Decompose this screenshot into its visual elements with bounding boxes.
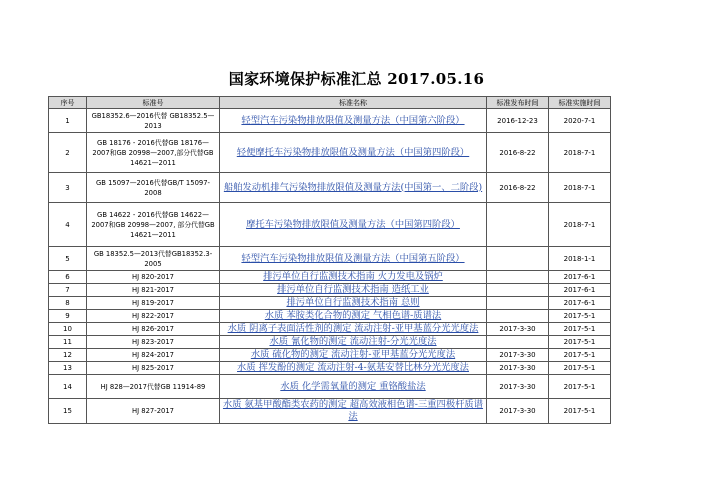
cell-code: GB 15097—2016代替GB/T 15097-2008 bbox=[87, 173, 220, 203]
cell-published bbox=[487, 336, 549, 349]
cell-code: GB 14622 - 2016代替GB 14622—2007和GB 20998—2007, 部分代替GB 14621—2011 bbox=[87, 203, 220, 247]
cell-name bbox=[220, 133, 487, 173]
cell-published: 2017-3-30 bbox=[487, 399, 549, 424]
table-row bbox=[49, 375, 611, 399]
cell-published: 2016-12-23 bbox=[487, 109, 549, 133]
cell-name bbox=[220, 271, 487, 284]
cell-effective: 2018-7-1 bbox=[549, 133, 611, 173]
standard-name-link[interactable]: 水质 阴离子表面活性剂的测定 流动注射-亚甲基蓝分光光度法 bbox=[227, 323, 479, 334]
table-row bbox=[49, 271, 611, 284]
cell-name bbox=[220, 247, 487, 271]
table-body bbox=[49, 109, 611, 424]
cell-code: HJ 827-2017 bbox=[87, 399, 220, 424]
cell-no: 1 bbox=[49, 109, 87, 133]
cell-code: HJ 824-2017 bbox=[87, 349, 220, 362]
standard-name-link[interactable]: 摩托车污染物排放限值及测量方法（中国第四阶段） bbox=[246, 218, 460, 230]
cell-effective: 2017-5-1 bbox=[549, 310, 611, 323]
cell-code: HJ 821-2017 bbox=[87, 284, 220, 297]
cell-name bbox=[220, 310, 487, 323]
cell-published bbox=[487, 284, 549, 297]
cell-published: 2016-8-22 bbox=[487, 133, 549, 173]
standard-name-link[interactable]: 轻便摩托车污染物排放限值及测量方法（中国第四阶段） bbox=[236, 146, 470, 158]
cell-code: HJ 820-2017 bbox=[87, 271, 220, 284]
cell-effective: 2017-5-1 bbox=[549, 375, 611, 399]
standard-name-link[interactable]: 水质 氨基甲酸酯类农药的测定 超高效液相色谱-三重四极杆质谱法 bbox=[222, 399, 484, 422]
cell-name bbox=[220, 349, 487, 362]
standard-name-link[interactable]: 排污单位自行监测技术指南 火力发电及锅炉 bbox=[263, 271, 443, 282]
table-row bbox=[49, 399, 611, 424]
cell-name bbox=[220, 173, 487, 203]
cell-code: HJ 822-2017 bbox=[87, 310, 220, 323]
cell-published bbox=[487, 297, 549, 310]
cell-effective: 2017-6-1 bbox=[549, 284, 611, 297]
cell-no: 15 bbox=[49, 399, 87, 424]
cell-no: 8 bbox=[49, 297, 87, 310]
cell-name bbox=[220, 109, 487, 133]
cell-no: 9 bbox=[49, 310, 87, 323]
cell-effective: 2017-5-1 bbox=[549, 349, 611, 362]
cell-code: GB18352.6—2016代替 GB18352.5—2013 bbox=[87, 109, 220, 133]
cell-name bbox=[220, 399, 487, 424]
cell-published bbox=[487, 271, 549, 284]
cell-no: 3 bbox=[49, 173, 87, 203]
standard-name-link[interactable]: 水质 挥发酚的测定 流动注射-4-氨基安替比林分光光度法 bbox=[237, 362, 469, 373]
cell-effective: 2020-7-1 bbox=[549, 109, 611, 133]
table-header-row bbox=[49, 97, 611, 109]
cell-code: HJ 819-2017 bbox=[87, 297, 220, 310]
header-published: 标准发布时间 bbox=[487, 97, 549, 109]
standard-name-link[interactable]: 船舶发动机排气污染物排放限值及测量方法(中国第一、二阶段) bbox=[223, 181, 483, 193]
cell-no: 6 bbox=[49, 271, 87, 284]
standard-name-link[interactable]: 排污单位自行监测技术指南 造纸工业 bbox=[277, 284, 429, 295]
cell-name bbox=[220, 375, 487, 399]
cell-code: HJ 826-2017 bbox=[87, 323, 220, 336]
cell-name bbox=[220, 336, 487, 349]
cell-no: 4 bbox=[49, 203, 87, 247]
cell-published: 2017-3-30 bbox=[487, 349, 549, 362]
table-row bbox=[49, 109, 611, 133]
header-code: 标准号 bbox=[87, 97, 220, 109]
standard-name-link[interactable]: 水质 硫化物的测定 流动注射-亚甲基蓝分光光度法 bbox=[250, 349, 456, 360]
cell-published bbox=[487, 247, 549, 271]
cell-published: 2017-3-30 bbox=[487, 323, 549, 336]
cell-no: 12 bbox=[49, 349, 87, 362]
cell-effective: 2017-5-1 bbox=[549, 362, 611, 375]
cell-published bbox=[487, 203, 549, 247]
standard-name-link[interactable]: 轻型汽车污染物排放限值及测量方法（中国第六阶段） bbox=[241, 114, 465, 126]
standards-table bbox=[48, 96, 611, 424]
table-row bbox=[49, 362, 611, 375]
table-row bbox=[49, 247, 611, 271]
cell-published: 2016-8-22 bbox=[487, 173, 549, 203]
cell-effective: 2017-5-1 bbox=[549, 336, 611, 349]
cell-published: 2017-3-30 bbox=[487, 375, 549, 399]
table-row bbox=[49, 133, 611, 173]
cell-no: 10 bbox=[49, 323, 87, 336]
table-row bbox=[49, 297, 611, 310]
header-no: 序号 bbox=[49, 97, 87, 109]
table-row bbox=[49, 173, 611, 203]
standard-name-link[interactable]: 轻型汽车污染物排放限值及测量方法（中国第五阶段） bbox=[241, 252, 465, 264]
cell-name bbox=[220, 284, 487, 297]
cell-effective: 2018-7-1 bbox=[549, 173, 611, 203]
cell-code: HJ 825-2017 bbox=[87, 362, 220, 375]
standard-name-link[interactable]: 水质 化学需氧量的测定 重铬酸盐法 bbox=[280, 380, 426, 392]
cell-code: HJ 828—2017代替GB 11914-89 bbox=[87, 375, 220, 399]
cell-effective: 2017-6-1 bbox=[549, 297, 611, 310]
standard-name-link[interactable]: 水质 苯胺类化合物的测定 气相色谱-质谱法 bbox=[264, 310, 442, 321]
cell-effective: 2017-5-1 bbox=[549, 399, 611, 424]
header-effective: 标准实施时间 bbox=[549, 97, 611, 109]
standard-name-link[interactable]: 水质 氰化物的测定 流动注射-分光光度法 bbox=[269, 336, 437, 347]
cell-name bbox=[220, 323, 487, 336]
table-row bbox=[49, 336, 611, 349]
cell-code: HJ 823-2017 bbox=[87, 336, 220, 349]
cell-no: 14 bbox=[49, 375, 87, 399]
cell-no: 5 bbox=[49, 247, 87, 271]
cell-no: 13 bbox=[49, 362, 87, 375]
table-row bbox=[49, 349, 611, 362]
cell-code: GB 18176 - 2016代替GB 18176—2007和GB 20998—2007,部分代替GB 14621—2011 bbox=[87, 133, 220, 173]
cell-effective: 2018-7-1 bbox=[549, 203, 611, 247]
cell-code: GB 18352.5—2013代替GB18352.3-2005 bbox=[87, 247, 220, 271]
cell-name bbox=[220, 362, 487, 375]
cell-no: 2 bbox=[49, 133, 87, 173]
standard-name-link[interactable]: 排污单位自行监测技术指南 总则 bbox=[286, 297, 420, 308]
header-name: 标准名称 bbox=[220, 97, 487, 109]
table-row bbox=[49, 284, 611, 297]
cell-name bbox=[220, 203, 487, 247]
cell-published bbox=[487, 310, 549, 323]
table-row bbox=[49, 323, 611, 336]
cell-name bbox=[220, 297, 487, 310]
cell-effective: 2017-6-1 bbox=[549, 271, 611, 284]
document-title: 国家环境保护标准汇总 2017.05.16 bbox=[228, 70, 485, 88]
cell-effective: 2018-1-1 bbox=[549, 247, 611, 271]
cell-no: 11 bbox=[49, 336, 87, 349]
cell-no: 7 bbox=[49, 284, 87, 297]
cell-published: 2017-3-30 bbox=[487, 362, 549, 375]
table-row bbox=[49, 203, 611, 247]
table-row bbox=[49, 310, 611, 323]
cell-effective: 2017-5-1 bbox=[549, 323, 611, 336]
